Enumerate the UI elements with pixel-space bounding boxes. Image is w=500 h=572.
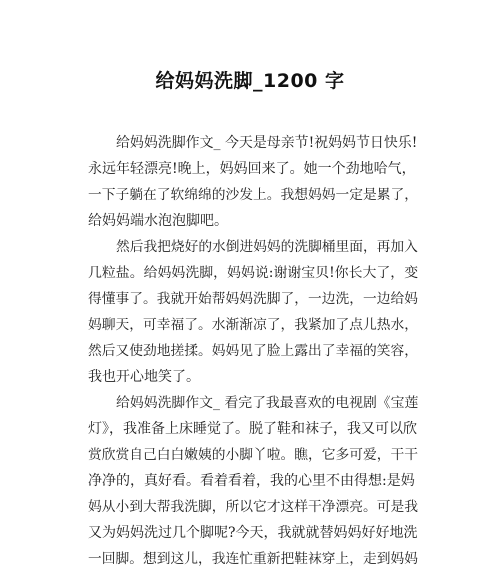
text-line: 永远年轻漂亮!晚上，妈妈回来了。她一个劲地哈气， <box>88 161 416 177</box>
text-line: 然后又使劲地搓揉。妈妈见了脸上露出了幸福的笑容， <box>88 343 419 359</box>
text-line: 一下子躺在了软绵绵的沙发上。我想妈妈一定是累了， <box>88 187 419 203</box>
text-line: 几粒盐。给妈妈洗脚，妈妈说:谢谢宝贝!你长大了，变 <box>88 265 419 281</box>
document-body <box>88 130 418 572</box>
text-line: 赏欣赏自己白白嫩姨的小脚丫啦。瞧，它多可爱，干干 <box>88 447 419 463</box>
text-line: 给妈妈洗脚作文_ 看完了我最喜欢的电视剧《宝莲 <box>116 395 419 411</box>
text-line: 妈聊天，可幸福了。水渐渐凉了，我紧加了点儿热水， <box>88 317 419 333</box>
document-title: 给妈妈洗脚_1200 字 <box>155 70 345 92</box>
text-line: 我也开心地笑了。 <box>88 369 200 385</box>
text-line: 灯》，我准备上床睡觉了。脱了鞋和袜子，我又可以欣 <box>88 421 417 437</box>
text-line: 给妈妈端水泡泡脚吧。 <box>88 213 228 229</box>
text-line: 净净的，真好看。看着看着，我的心里不由得想:是妈 <box>88 473 415 489</box>
text-line: 妈从小到大帮我洗脚，所以它才这样干净漂亮。可是我 <box>88 499 419 515</box>
text-line: 一回脚。想到这儿，我连忙重新把鞋袜穿上，走到妈妈 <box>88 551 419 567</box>
text-line: 得懂事了。我就开始帮妈妈洗脚了，一边洗，一边给妈 <box>88 291 419 307</box>
text-line: 然后我把烧好的水倒进妈妈的洗脚桶里面，再加入 <box>116 239 418 255</box>
text-line: 给妈妈洗脚作文_ 今天是母亲节!祝妈妈节日快乐! <box>116 135 418 151</box>
text-line: 又为妈妈洗过几个脚呢?今天，我就就替妈妈好好地洗 <box>88 525 418 541</box>
